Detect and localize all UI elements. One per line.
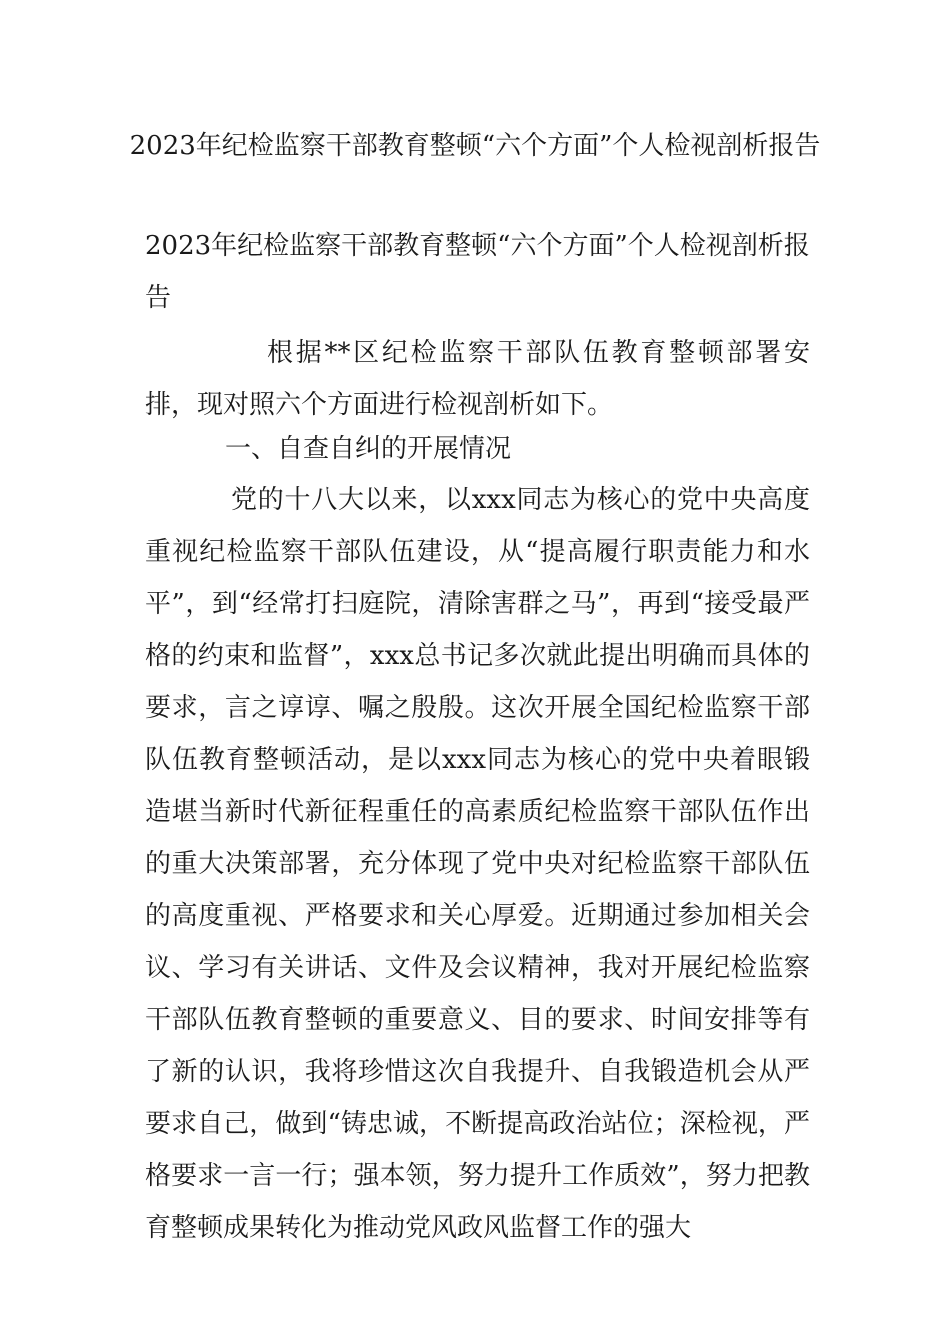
intro-paragraph: 根据**区纪检监察干部队伍教育整顿部署安排，现对照六个方面进行检视剖析如下。 <box>145 338 810 420</box>
body-paragraph: 党的十八大以来，以xxx同志为核心的党中央高度重视纪检监察干部队伍建设，从“提高履行职责能力和水平”，到“经常打扫庭院，清除害群之马”，再到“接受最严格的约束和监督”，xxx总书记多次就此提出明确而具体的要求，言之谆谆、嘱之殷殷。这次开展全国纪检监察干部队伍教育整顿活动，是以xxx同志为核心的党中央着眼锻造堪当新时代新征程重任的高素质纪检监察干部队伍作出的重大决策部署，充分体现了党中央对纪检监察干部队伍的高度重视、严格要求和关心厚爱。近期通过参加相关会议、学习有关讲话、文件及会议精神，我对开展纪检监察干部队伍教育整顿的重要意义、目的要求、时间安排等有了新的认识，我将珍惜这次自我提升、自我锻造机会从严要求自己，做到“铸忠诚，不断提高政治站位；深检视，严格要求一言一行；强本领，努力提升工作质效”，努力把教育整顿成果转化为推动党风政风监督工作的强大 <box>145 485 810 1243</box>
section-heading: 一、自查自纠的开展情况 <box>225 434 512 464</box>
document-title-repeat: 2023年纪检监察干部教育整顿“六个方面”个人检视剖析报告 <box>145 231 810 313</box>
document-title: 2023年纪检监察干部教育整顿“六个方面”个人检视剖析报告 <box>129 131 821 161</box>
